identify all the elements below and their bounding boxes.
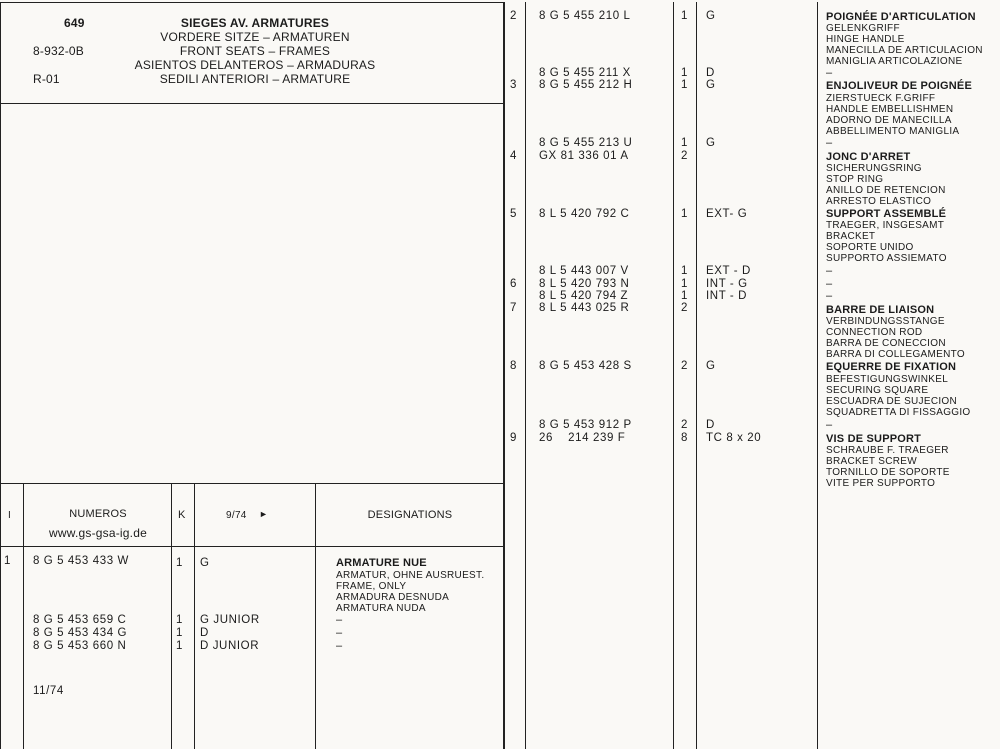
designation-title: BARRE DE LIAISON: [826, 304, 935, 316]
quantity: 2: [681, 150, 688, 162]
title-de: VORDERE SITZE – ARMATUREN: [160, 30, 350, 44]
designation-line: SICHERUNGSRING: [826, 163, 922, 174]
designation-title: SUPPORT ASSEMBLÉ: [826, 208, 947, 220]
designation-line: FRAME, ONLY: [336, 581, 407, 592]
quantity: 1: [681, 265, 688, 277]
part-number: 8 G 5 455 211 X: [539, 67, 631, 79]
designation-line: STOP RING: [826, 174, 884, 185]
part-number: 8 G 5 453 660 N: [33, 640, 127, 652]
divider-v-right-variant: [696, 2, 697, 749]
part-number: 8 G 5 453 912 P: [539, 419, 632, 431]
variant: G: [706, 137, 716, 149]
designation-line: ARRESTO ELASTICO: [826, 196, 932, 207]
variant: G JUNIOR: [200, 614, 260, 626]
designation-line: SQUADRETTA DI FISSAGGIO: [826, 407, 971, 418]
part-number: 8 G 5 455 213 U: [539, 137, 633, 149]
part-number: 8 L 5 420 794 Z: [539, 290, 629, 302]
row-index: 9: [510, 432, 517, 444]
designation-line: SOPORTE UNIDO: [826, 242, 914, 253]
variant: INT - G: [706, 278, 748, 290]
designation-line: BRACKET SCREW: [826, 456, 917, 467]
part-number: 8 L 5 443 007 V: [539, 265, 629, 277]
page-number: 649: [64, 16, 85, 30]
header-divider: [0, 103, 504, 104]
col-k-header: K: [178, 509, 186, 521]
table-header-top: [0, 483, 504, 484]
divider-v-left-k: [171, 483, 172, 749]
designation-title: ENJOLIVEUR DE POIGNÉE: [826, 80, 973, 92]
designation-dash: –: [336, 640, 343, 652]
designation-title: ARMATURE NUE: [336, 557, 427, 569]
designation-line: BARRA DI COLLEGAMENTO: [826, 349, 965, 360]
part-number: 8 L 5 443 025 R: [539, 302, 630, 314]
designation-line: TORNILLO DE SOPORTE: [826, 467, 950, 478]
quantity: 1: [176, 640, 183, 652]
row-index: 3: [510, 79, 517, 91]
divider-v-left-variant: [194, 483, 195, 749]
variant: EXT- G: [706, 208, 748, 220]
variant: D: [706, 67, 715, 79]
designation-line: BARRA DE CONECCION: [826, 338, 946, 349]
arrow-icon: ►: [259, 509, 269, 519]
divider-v-left-designation: [315, 483, 316, 749]
date-header: 9/74: [226, 510, 247, 521]
col-numbers-header: NUMEROS: [69, 508, 127, 520]
top-border: [0, 2, 504, 3]
quantity: 1: [176, 627, 183, 639]
divider-v-right-designation: [817, 2, 818, 749]
title-it: SEDILI ANTERIORI – ARMATURE: [159, 72, 351, 86]
col-designations-header: DESIGNATIONS: [367, 509, 453, 521]
variant: G: [200, 557, 210, 569]
variant: G: [706, 10, 716, 22]
designation-line: ARMATURA NUDA: [336, 603, 426, 614]
divider-v-left-index: [23, 483, 24, 749]
footer-date: 11/74: [33, 685, 64, 697]
designation-line: ESCUADRA DE SUJECION: [826, 396, 958, 407]
designation-line: ADORNO DE MANECILLA: [826, 115, 952, 126]
designation-dash: –: [826, 137, 833, 149]
quantity: 1: [681, 79, 688, 91]
variant: EXT - D: [706, 265, 751, 277]
designation-dash: –: [826, 278, 833, 290]
designation-dash: –: [826, 419, 833, 431]
designation-line: CONNECTION ROD: [826, 327, 923, 338]
designation-line: ZIERSTUECK F.GRIFF: [826, 93, 936, 104]
quantity: 2: [681, 360, 688, 372]
designation-line: TRAEGER, INSGESAMT: [826, 220, 945, 231]
part-number: 8 L 5 420 792 C: [539, 208, 630, 220]
quantity: 2: [681, 302, 688, 314]
part-number: 8 G 5 455 212 H: [539, 79, 633, 91]
quantity: 1: [176, 614, 183, 626]
designation-dash: –: [336, 627, 343, 639]
designation-dash: –: [336, 614, 343, 626]
designation-line: VERBINDUNGSSTANGE: [826, 316, 945, 327]
row-index: 6: [510, 278, 517, 290]
part-number: 26 214 239 F: [539, 432, 626, 444]
part-number: 8 G 5 455 210 L: [539, 10, 631, 22]
part-number: 8 G 5 453 434 G: [33, 627, 128, 639]
designation-line: GELENKGRIFF: [826, 23, 900, 34]
quantity: 1: [681, 290, 688, 302]
designation-line: VITE PER SUPPORTO: [826, 478, 936, 489]
divider-v-center: [503, 2, 505, 749]
designation-line: HANDLE EMBELLISHMEN: [826, 104, 954, 115]
designation-line: ARMATUR, OHNE AUSRUEST.: [336, 570, 485, 581]
ref-code: 8-932-0B: [33, 44, 84, 58]
designation-title: VIS DE SUPPORT: [826, 433, 922, 445]
designation-line: SECURING SQUARE: [826, 385, 929, 396]
col-index-header: I: [8, 510, 12, 521]
title-fr: SIEGES AV. ARMATURES: [180, 16, 330, 30]
designation-line: ARMADURA DESNUDA: [336, 592, 450, 603]
designation-line: MANIGLIA ARTICOLAZIONE: [826, 56, 963, 67]
part-number: 8 G 5 453 433 W: [33, 555, 129, 567]
designation-title: POIGNÉE D'ARTICULATION: [826, 11, 976, 23]
title-es: ASIENTOS DELANTEROS – ARMADURAS: [134, 58, 376, 72]
designation-line: ANILLO DE RETENCION: [826, 185, 946, 196]
designation-line: BEFESTIGUNGSWINKEL: [826, 374, 949, 385]
variant: G: [706, 79, 716, 91]
divider-v-right-index: [525, 2, 526, 749]
row-index: 1: [4, 555, 11, 567]
part-number: 8 G 5 453 428 S: [539, 360, 632, 372]
part-number: 8 G 5 453 659 C: [33, 614, 127, 626]
designation-line: ABBELLIMENTO MANIGLIA: [826, 126, 960, 137]
part-number: 8 L 5 420 793 N: [539, 278, 630, 290]
variant: INT - D: [706, 290, 748, 302]
designation-dash: –: [826, 265, 833, 277]
quantity: 2: [681, 419, 688, 431]
quantity: 8: [681, 432, 688, 444]
designation-title: EQUERRE DE FIXATION: [826, 361, 957, 373]
revision: R-01: [33, 72, 60, 86]
quantity: 1: [681, 10, 688, 22]
designation-line: SUPPORTO ASSIEMATO: [826, 253, 947, 264]
quantity: 1: [176, 557, 183, 569]
row-index: 8: [510, 360, 517, 372]
quantity: 1: [681, 137, 688, 149]
designation-line: BRACKET: [826, 231, 876, 242]
quantity: 1: [681, 208, 688, 220]
website-link[interactable]: www.gs-gsa-ig.de: [49, 526, 147, 540]
designation-line: MANECILLA DE ARTICULACION: [826, 45, 983, 56]
table-header-bottom: [0, 546, 504, 547]
quantity: 1: [681, 67, 688, 79]
designation-line: HINGE HANDLE: [826, 34, 905, 45]
designation-line: SCHRAUBE F. TRAEGER: [826, 445, 949, 456]
row-index: 5: [510, 208, 517, 220]
divider-v-right-qty: [673, 2, 674, 749]
designation-title: JONC D'ARRET: [826, 151, 911, 163]
part-number: GX 81 336 01 A: [539, 150, 629, 162]
row-index: 2: [510, 10, 517, 22]
designation-dash: –: [826, 67, 833, 79]
quantity: 1: [681, 278, 688, 290]
row-index: 4: [510, 150, 517, 162]
row-index: 7: [510, 302, 517, 314]
title-en: FRONT SEATS – FRAMES: [179, 44, 331, 58]
variant: TC 8 x 20: [706, 432, 762, 444]
variant: D: [706, 419, 715, 431]
left-panel-border: [0, 2, 1, 749]
variant: D JUNIOR: [200, 640, 260, 652]
variant: D: [200, 627, 209, 639]
designation-dash: –: [826, 290, 833, 302]
variant: G: [706, 360, 716, 372]
